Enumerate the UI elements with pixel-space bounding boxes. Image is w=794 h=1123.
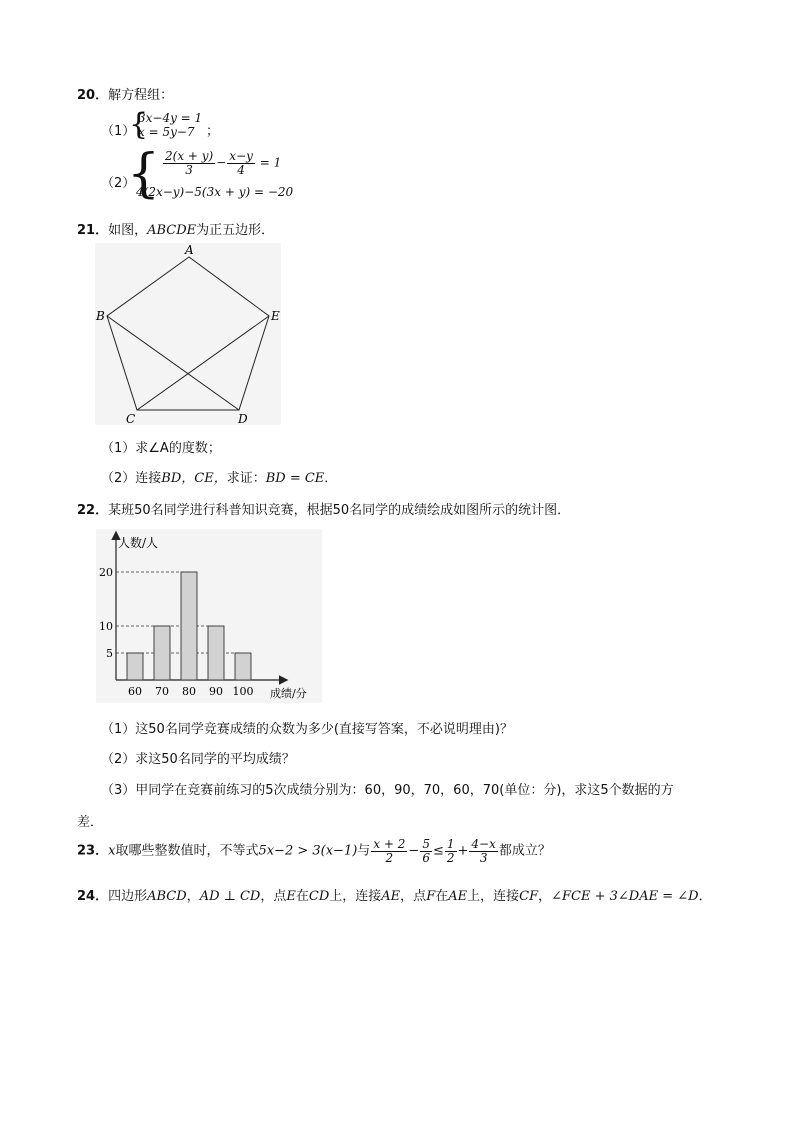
q24-t2: ， [186,889,200,904]
q24-t10: ． [698,889,712,904]
q23-frac4-num: 4−x [471,837,496,851]
q21-text-pre: 如图， [108,223,148,238]
q24-t4: 在 [295,889,309,904]
q21-part2 [101,467,337,486]
q20-p2-eq2: 4(2x−y)−5(3x + y) = −20 [136,185,294,199]
q20-heading [77,84,173,103]
q24-m5: AE [381,889,401,904]
q20-number: 20． [77,88,109,103]
q21-p2-end: ． [324,471,338,486]
q23-frac1-den: 2 [385,850,394,865]
q24-m3: E [286,889,296,904]
q23-le: ≤ [432,843,444,859]
q22-part3-cont: 差． [77,815,104,830]
q20-p2-minus: − [216,155,227,170]
q23-number: 23． [77,843,109,859]
x-tick-label-70: 70 [155,685,169,698]
q21-text-post: 为正五边形． [196,223,275,238]
bar-80 [181,572,197,680]
q20-p1-end: ； [206,124,220,139]
q23-frac4 [469,838,497,864]
q22-heading [77,499,570,518]
q23-frac2-den: 6 [422,850,430,865]
q21-p2-pre: （2）连接 [101,471,162,486]
bar-chart [96,529,322,703]
q24-t9: ， [538,889,552,904]
bar-60 [127,653,143,680]
y-tick-label-10: 10 [99,620,113,633]
q23-frac3 [445,838,457,864]
q20-p2-frac2 [227,150,255,176]
q23-frac1-num: x + 2 [373,837,406,851]
q23-frac3-den: 2 [446,850,455,865]
y-tick-label-5: 5 [106,647,113,660]
q24-m2: AD ⊥ CD [199,889,261,904]
x-tick-label-90: 90 [209,685,223,698]
bar-70 [154,626,170,680]
q23-text1: 取哪些整数值时，不等式 [115,843,259,859]
q20-part2-label: （2） [101,176,136,191]
y-tick-label-20: 20 [99,566,113,579]
q24-m8: CF [519,889,539,904]
q23-ineq1: 5x−2 > 3(x−1) [258,843,358,859]
bar-90 [208,626,224,680]
q20-part1-brace: { [129,107,149,142]
q24-m7: AE [448,889,468,904]
q20-p2-frac1-den: 3 [185,162,193,177]
q21-p2-mid: 求证： [226,471,266,486]
x-axis-title: 成绩/分 [270,687,307,700]
q23-var: x [108,843,116,859]
q22-part2: （2）求这50名同学的平均成绩？ [101,752,295,767]
q21-heading [77,219,274,238]
q21-text-var: ABCDE [147,223,197,238]
q21-number: 21． [77,223,109,238]
y-axis-title: 人数/人 [118,536,159,550]
q23-plus: + [457,843,469,859]
q24-t1: 四边形 [108,889,148,904]
diagonal-bd [107,316,239,410]
q24-number: 24． [77,889,109,904]
q24-t8: 上，连接 [467,889,520,904]
vertex-label-a: A [185,243,194,257]
q23-minus: − [408,843,420,859]
vertex-label-b: B [96,309,105,323]
q22-text: 某班50名同学进行科普知识竞赛，根据50名同学的成绩绘成如图所示的统计图． [108,503,571,518]
q21-p2-math: BD，CE， [161,471,227,486]
q20-p2-frac2-den: 4 [237,162,245,177]
q22-part1: （1）这50名同学竞赛成绩的众数为多少(直接写答案，不必说明理由)？ [101,722,513,737]
bar-chart-svg [96,529,322,703]
q24-t7: 在 [435,889,449,904]
x-tick-label-100: 100 [232,685,254,698]
q20-p2-frac2-num: x−y [229,149,253,163]
q24-t3: ，点 [260,889,287,904]
q24-t6: ，点 [400,889,427,904]
q23-frac2 [420,838,432,864]
q20-part2-brace: { [127,144,161,204]
q23-frac3-num: 1 [446,837,455,851]
vertex-label-c: C [126,412,136,425]
q23-frac4-den: 3 [479,850,488,865]
q23-text2: 与 [357,843,371,859]
q24-m6: F [426,889,436,904]
q24-m4: CD [308,889,330,904]
x-tick-label-80: 80 [182,685,196,698]
q23-line [77,838,551,864]
q22-part3: （3）甲同学在竞赛前练习的5次成绩分别为：60，90，70，60，70(单位：分)，求这5个数据的方 [101,783,674,798]
q24-t5: 上，连接 [329,889,382,904]
q23-frac2-num: 5 [422,837,430,851]
diagonal-ce [137,316,269,410]
pentagon-figure [95,243,281,425]
q23-frac1 [371,838,407,864]
q20-p2-eq1-rhs: = 1 [259,155,282,170]
q20-p2-eq1 [162,150,281,176]
q24-line [77,885,712,904]
vertex-label-e: E [271,309,280,323]
bar-100 [235,653,251,680]
q20-p1-eq2: x = 5y−7 [138,125,195,139]
q24-m1: ABCD [147,889,187,904]
q21-p2-math2: BD = CE [265,471,325,486]
q21-part1: （1）求∠A的度数； [101,441,221,456]
q20-p2-frac1 [163,150,215,176]
x-tick-label-60: 60 [128,685,142,698]
q22-number: 22． [77,503,109,518]
q20-p2-frac1-num: 2(x + y) [165,149,214,163]
q23-text3: 都成立？ [498,843,551,859]
q20-part1-label: （1） [101,124,136,139]
vertex-label-d: D [238,412,248,425]
q24-m9: ∠FCE + 3∠DAE = ∠D [551,889,699,904]
q20-p1-eq1: 3x−4y = 1 [138,111,203,125]
pentagon-svg [95,243,281,425]
q20-title: 解方程组： [108,88,174,103]
